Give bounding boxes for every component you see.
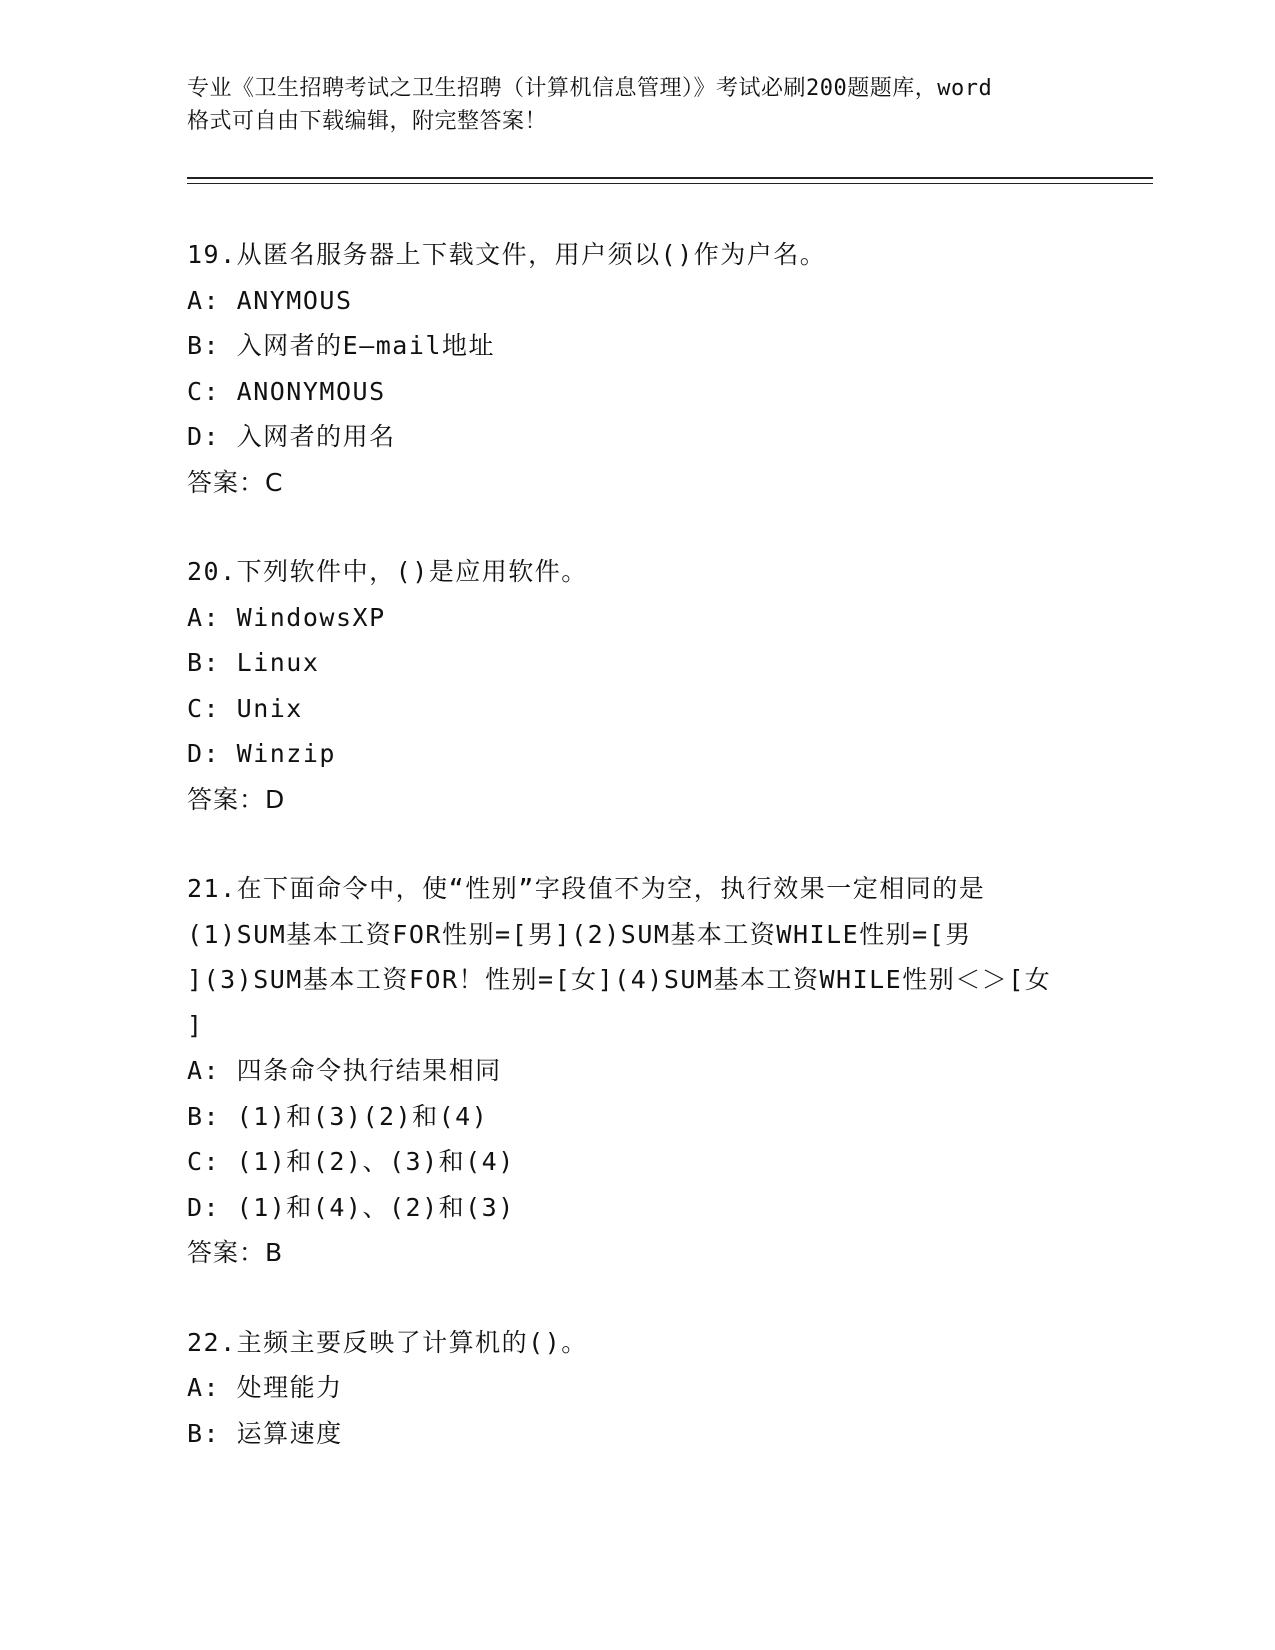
question-stem: 19.从匿名服务器上下载文件，用户须以()作为户名。 bbox=[187, 240, 827, 269]
question-21 bbox=[187, 866, 1087, 1276]
option-a: A: WindowsXP bbox=[187, 602, 386, 632]
question-stem-line-2: (1)SUM基本工资FOR性别=[男](2)SUM基本工资WHILE性别=[男 bbox=[187, 919, 972, 949]
option-c: C: ANONYMOUS bbox=[187, 376, 386, 406]
header-divider-thick bbox=[187, 177, 1153, 179]
question-stem: 20.下列软件中，()是应用软件。 bbox=[187, 557, 588, 586]
question-stem-line-4: ] bbox=[187, 1010, 204, 1040]
header-line-1: 专业《卫生招聘考试之卫生招聘（计算机信息管理）》考试必刷200题题库，word bbox=[187, 76, 993, 101]
answer-label: 答案：D bbox=[187, 784, 286, 814]
header-line-2: 格式可自由下载编辑，附完整答案！ bbox=[187, 109, 548, 134]
question-20 bbox=[187, 549, 1087, 822]
option-a: A: ANYMOUS bbox=[187, 285, 353, 315]
option-a: A: 四条命令执行结果相同 bbox=[187, 1056, 502, 1085]
option-d: D: 入网者的用名 bbox=[187, 422, 396, 451]
option-b: B: 运算速度 bbox=[187, 1418, 343, 1448]
question-19 bbox=[187, 232, 1087, 505]
document-header bbox=[187, 72, 1087, 138]
answer-label: 答案：B bbox=[187, 1238, 284, 1267]
option-d: D: (1)和(4)、(2)和(3) bbox=[187, 1192, 515, 1222]
header-divider-thin bbox=[187, 183, 1153, 184]
option-b: B: (1)和(3)(2)和(4) bbox=[187, 1101, 489, 1131]
question-list bbox=[187, 232, 1087, 1500]
answer-label: 答案：C bbox=[187, 467, 284, 497]
option-d: D: Winzip bbox=[187, 739, 336, 768]
option-b: B: Linux bbox=[187, 648, 320, 677]
question-stem-line-3: ](3)SUM基本工资FOR！性别=[女](4)SUM基本工资WHILE性别＜＞[女 bbox=[187, 965, 1052, 994]
option-c: C: Unix bbox=[187, 693, 303, 723]
question-22 bbox=[187, 1320, 1087, 1457]
option-c: C: (1)和(2)、(3)和(4) bbox=[187, 1147, 515, 1176]
option-b: B: 入网者的E—mail地址 bbox=[187, 331, 495, 360]
option-a: A: 处理能力 bbox=[187, 1373, 343, 1402]
question-stem: 22.主频主要反映了计算机的()。 bbox=[187, 1327, 588, 1357]
question-stem-line-1: 21.在下面命令中，使“性别”字段值不为空，执行效果一定相同的是 bbox=[187, 874, 986, 903]
